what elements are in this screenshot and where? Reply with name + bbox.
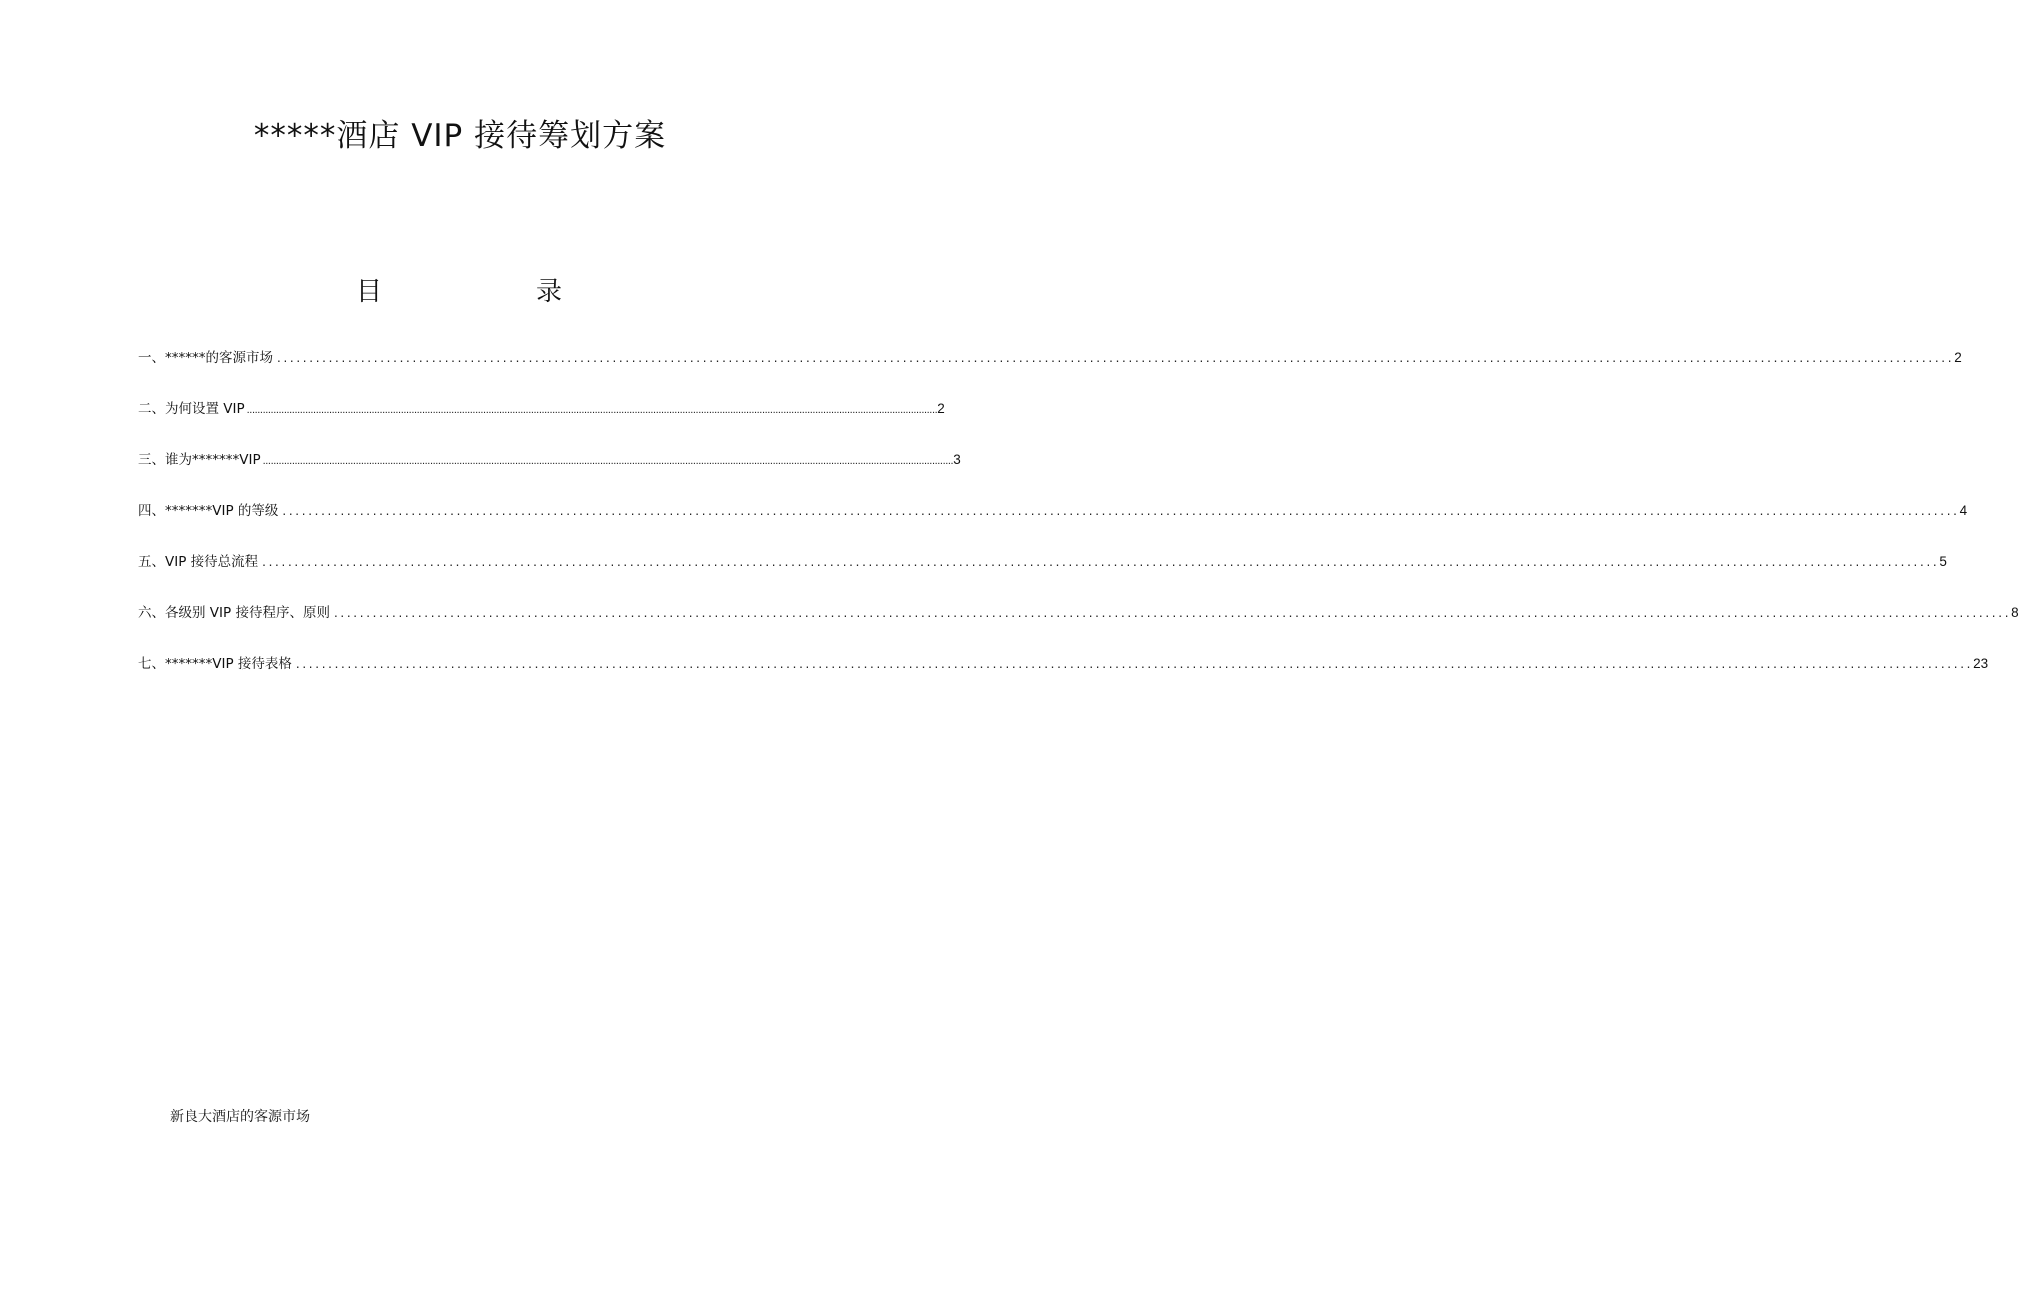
toc-entry-page: 8 bbox=[2011, 605, 2019, 620]
toc-entry-2[interactable] bbox=[138, 399, 945, 419]
toc-entry-label: 二、为何设置 VIP bbox=[138, 401, 245, 417]
document-title: *****酒店 VIP 接待筹划方案 bbox=[253, 118, 667, 154]
toc-entry-page: 2 bbox=[1954, 350, 1962, 365]
toc-heading-char-2: 录 bbox=[536, 277, 563, 307]
toc-entry-label: 一、******的客源市场 bbox=[138, 350, 273, 366]
section-heading-text: 新良大酒店的客源市场 bbox=[170, 1109, 310, 1125]
toc-heading-char-1: 目 bbox=[356, 277, 383, 307]
toc-entry-label: 三、谁为*******VIP bbox=[138, 452, 261, 468]
toc-leader-dots: .................................................................................................................................................................................................................................................................... bbox=[262, 455, 954, 467]
toc-entry-label: 五、VIP 接待总流程 bbox=[138, 554, 259, 570]
toc-entry-6[interactable] bbox=[138, 603, 2019, 623]
toc-leader-dots: .................................................................................................................................................................................................................................................................... bbox=[282, 503, 1960, 518]
toc-entry-1[interactable] bbox=[138, 348, 1962, 368]
toc-leader-dots: .................................................................................................................................................................................................................................................................... bbox=[262, 554, 1940, 569]
toc-entry-label: 七、*******VIP 接待表格 bbox=[138, 656, 292, 672]
toc-entry-page: 3 bbox=[953, 452, 961, 467]
toc-entry-page: 5 bbox=[1939, 554, 1947, 569]
toc-entry-page: 23 bbox=[1973, 656, 1989, 671]
toc-entry-5[interactable] bbox=[138, 552, 1947, 572]
toc-entry-label: 六、各级别 VIP 接待程序、原则 bbox=[138, 605, 330, 621]
toc-entry-page: 4 bbox=[1959, 503, 1968, 518]
toc-entry-4[interactable] bbox=[138, 501, 1968, 521]
toc-leader-dots: .................................................................................................................................................................................................................................................................... bbox=[295, 656, 1974, 671]
toc-leader-dots: .................................................................................................................................................................................................................................................................... bbox=[333, 605, 2012, 620]
toc-entry-3[interactable] bbox=[138, 450, 961, 470]
toc-entry-label: 四、*******VIP 的等级 bbox=[138, 503, 279, 519]
toc-leader-dots: .................................................................................................................................................................................................................................................................... bbox=[277, 350, 1955, 365]
toc-entry-7[interactable] bbox=[138, 654, 1989, 674]
toc-leader-dots: .................................................................................................................................................................................................................................................................... bbox=[246, 404, 938, 416]
toc-entry-page: 2 bbox=[937, 401, 945, 416]
table-of-contents bbox=[138, 348, 2019, 705]
toc-heading bbox=[0, 275, 920, 309]
